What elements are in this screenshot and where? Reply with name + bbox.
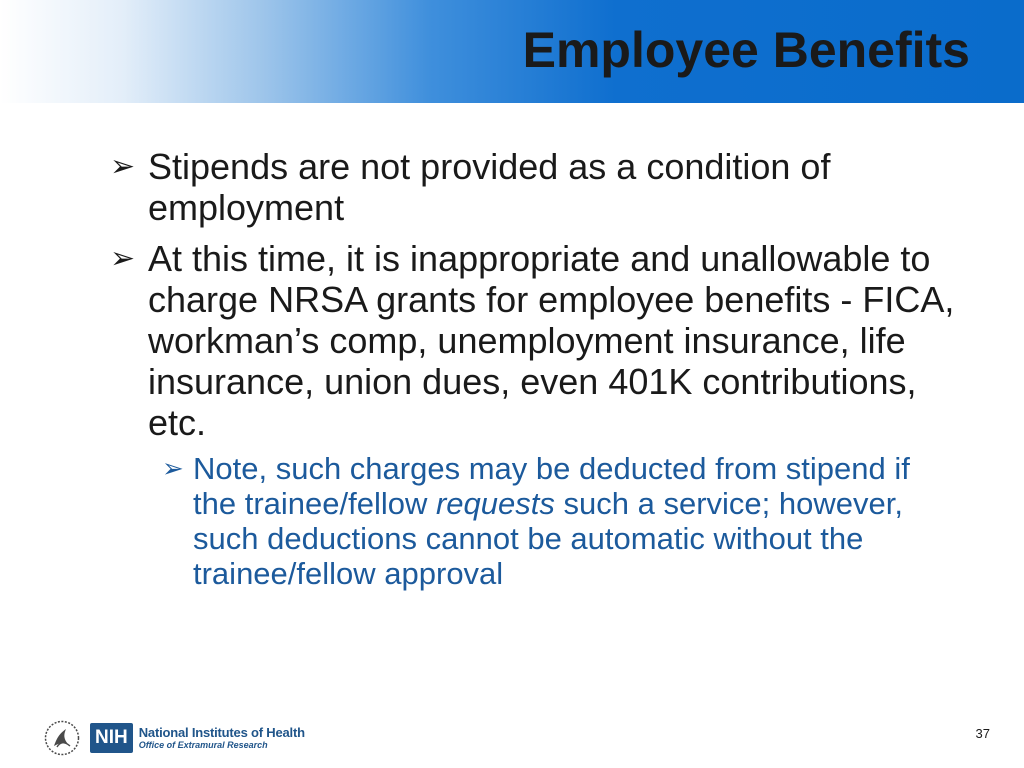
arrow-bullet-icon: ➢ (110, 150, 136, 183)
nih-name: National Institutes of Health (138, 725, 305, 740)
footer-logos (44, 716, 305, 760)
bullet-text: At this time, it is inappropriate and unallowable to charge NRSA grants for employee benefits - FICA, workman’s comp, unemployment insurance, life insurance, union dues, even 401K contributions, etc. (148, 238, 955, 443)
arrow-bullet-icon: ➢ (162, 453, 184, 483)
emphasis-text: requests (435, 486, 555, 521)
bullet-text: Stipends are not provided as a condition of employment (148, 146, 831, 228)
slide-content (110, 146, 960, 591)
bullet-item (110, 238, 960, 443)
bullet-item (110, 146, 960, 228)
sub-bullet-text-start: Note, such charges may be deducted from stipend if the trainee/fellow (193, 451, 910, 521)
page-number: 37 (975, 726, 990, 741)
nih-logo: NIH (90, 723, 133, 753)
sub-bullet-item (162, 451, 960, 591)
arrow-bullet-icon: ➢ (110, 242, 136, 275)
slide-title: Employee Benefits (522, 22, 970, 78)
sub-bullet-text-end: such a service; however, such deductions cannot be automatic without the trainee/fellow approval (193, 486, 903, 591)
sub-bullet-text (193, 451, 910, 591)
nih-wordmark (139, 725, 305, 751)
hhs-seal-icon (44, 720, 80, 756)
nih-office: Office of Extramural Research (138, 740, 268, 750)
